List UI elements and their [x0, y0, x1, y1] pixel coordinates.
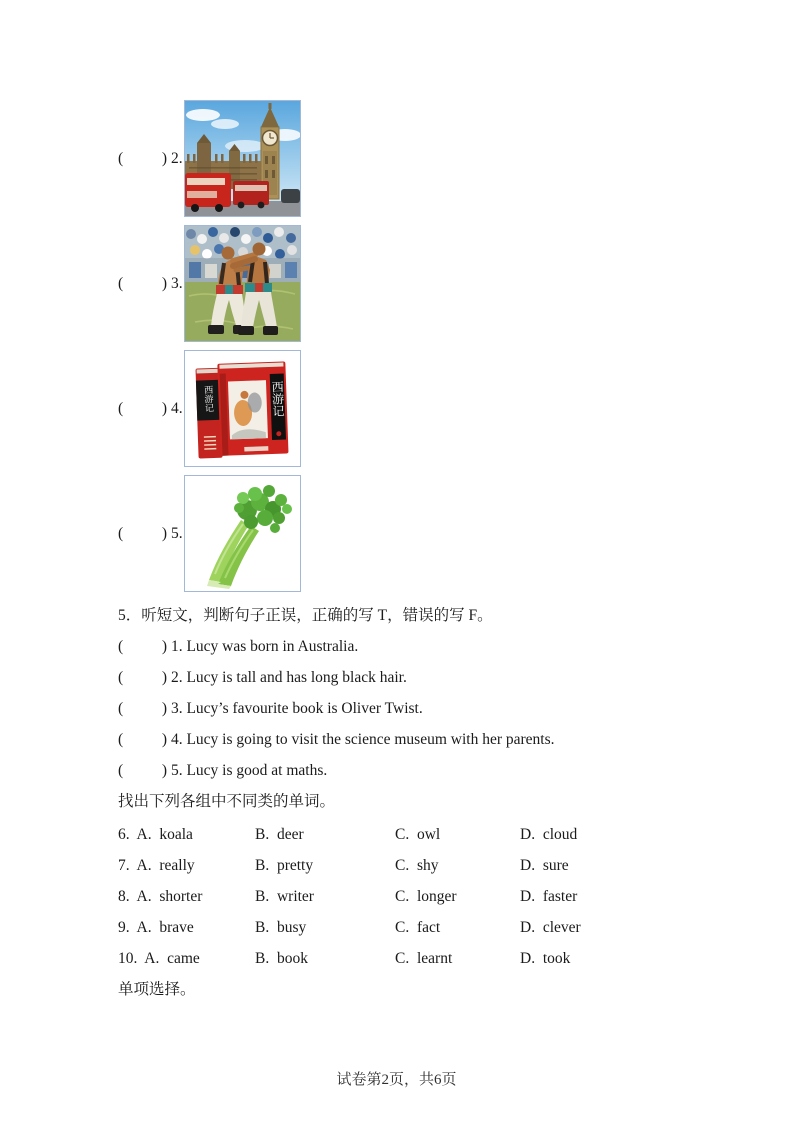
option-cell: B. book	[255, 950, 308, 967]
option-cell: B. deer	[255, 826, 304, 843]
answer-blank-3: ( ) 3.	[118, 274, 183, 292]
mongolian-wrestling-icon	[185, 226, 300, 341]
option-cell: C. owl	[395, 826, 441, 843]
book-spine-title-text: 西游记	[203, 384, 215, 413]
option-cell: C. longer	[395, 888, 457, 905]
book-cover-title-text: 西游记	[269, 380, 286, 417]
listening-item-5	[118, 475, 763, 592]
option-cell: B. writer	[255, 888, 314, 905]
option-cell: D. cloud	[520, 826, 578, 843]
journey-to-the-west-books-icon	[185, 351, 300, 466]
option-cell: 7. A. really	[118, 857, 195, 874]
word-choice-row-8	[118, 881, 763, 912]
option-cell: C. shy	[395, 857, 439, 874]
tf-item-4: ( ) 4. Lucy is going to visit the science museum with her parents.	[118, 731, 555, 748]
option-cell: D. clever	[520, 919, 581, 936]
listen-true-false-section	[118, 600, 763, 786]
word-choice-row-7	[118, 850, 763, 881]
tf-item-1: ( ) 1. Lucy was born in Australia.	[118, 638, 359, 655]
tf-item-3: ( ) 3. Lucy’s favourite book is Oliver Twist.	[118, 700, 423, 717]
option-cell: 6. A. koala	[118, 826, 193, 843]
celery-image	[184, 475, 301, 592]
odd-one-out-rows	[118, 819, 763, 974]
option-cell: B. pretty	[255, 857, 314, 874]
word-choice-row-10	[118, 943, 763, 974]
listening-item-2	[118, 100, 763, 217]
answer-blank-4: ( ) 4.	[118, 399, 183, 417]
big-ben-london-icon	[185, 101, 300, 216]
journey-to-the-west-books-image	[184, 350, 301, 467]
celery-icon	[185, 476, 300, 591]
odd-one-out-section	[118, 786, 763, 974]
option-cell: B. busy	[255, 919, 307, 936]
word-choice-row-9	[118, 912, 763, 943]
option-cell: 10. A. came	[118, 950, 200, 967]
tf-item-5: ( ) 5. Lucy is good at maths.	[118, 762, 328, 779]
option-cell: D. sure	[520, 857, 569, 874]
option-cell: C. learnt	[395, 950, 453, 967]
option-cell: 9. A. brave	[118, 919, 194, 936]
question-5-instruction: 5．听短文，判断句子正误，正确的写 T，错误的写 F。	[118, 607, 493, 624]
listening-picture-section	[118, 100, 763, 592]
page-footer: 试卷第2页，共6页	[336, 1072, 457, 1088]
option-cell: 8. A. shorter	[118, 888, 203, 905]
listening-item-3	[118, 225, 763, 342]
option-cell: D. faster	[520, 888, 578, 905]
tf-item-2: ( ) 2. Lucy is tall and has long black hair.	[118, 669, 407, 686]
option-cell: D. took	[520, 950, 571, 967]
mongolian-wrestling-image	[184, 225, 301, 342]
word-choice-row-6	[118, 819, 763, 850]
big-ben-london-image	[184, 100, 301, 217]
answer-blank-2: ( ) 2.	[118, 149, 183, 167]
single-choice-instruction: 单项选择。	[118, 981, 196, 998]
answer-blank-5: ( ) 5.	[118, 524, 183, 542]
odd-one-out-instruction: 找出下列各组中不同类的单词。	[118, 793, 336, 810]
option-cell: C. fact	[395, 919, 441, 936]
listening-item-4	[118, 350, 763, 467]
